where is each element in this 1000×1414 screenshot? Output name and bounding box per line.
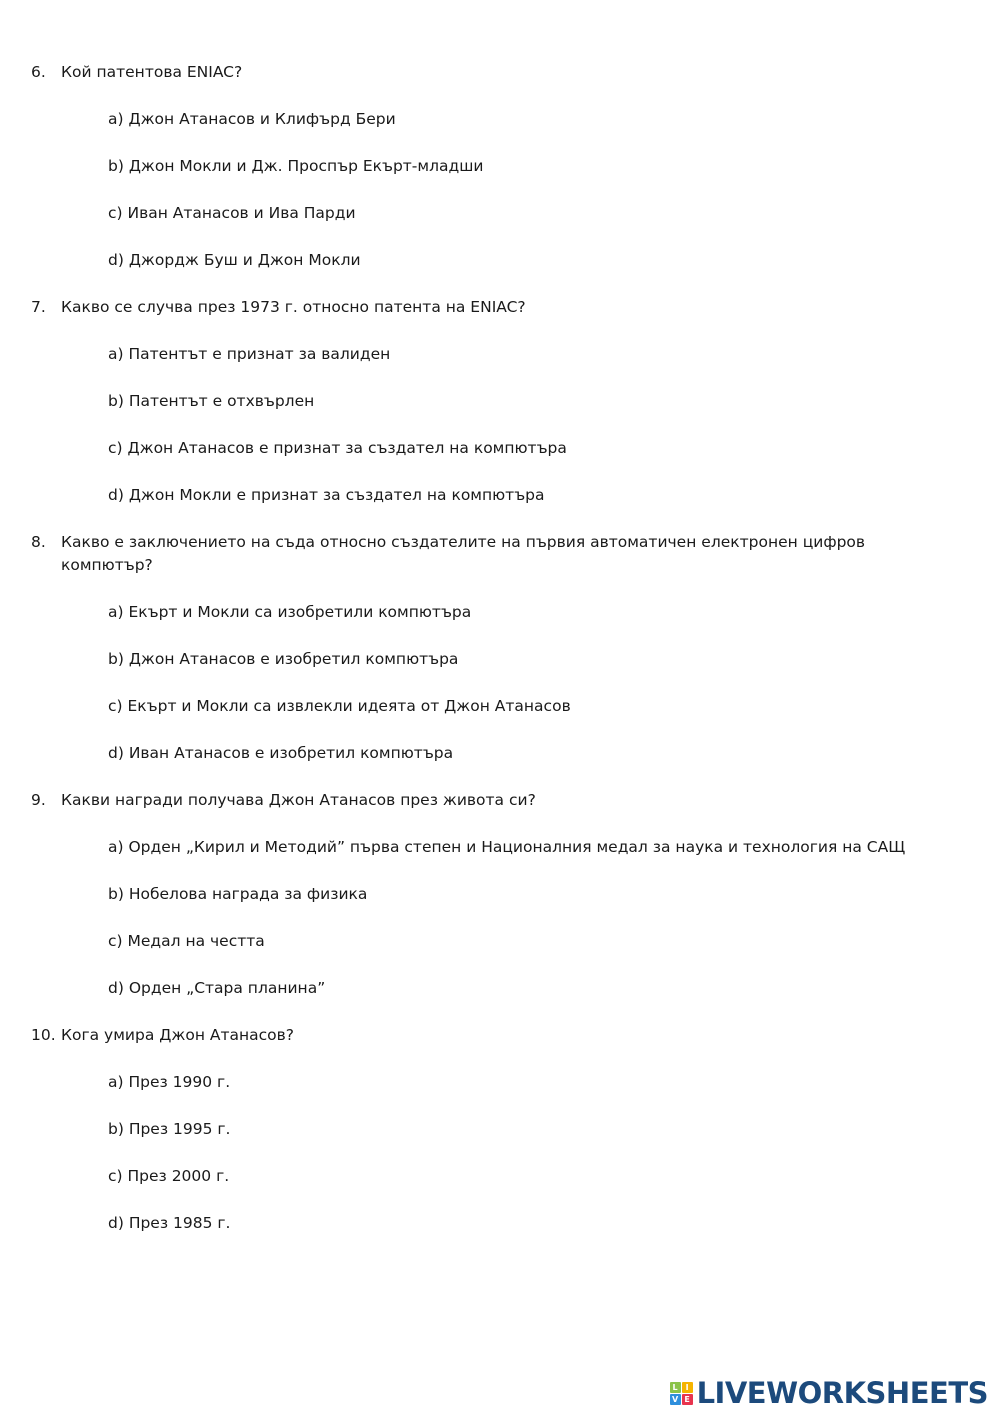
answer-option: c) Медал на честта [108, 932, 265, 950]
answer-option: d) Джордж Буш и Джон Мокли [108, 251, 361, 269]
answer-option: d) Иван Атанасов е изобретил компютъра [108, 744, 454, 762]
answer-option: c) Екърт и Мокли са извлекли идеята от Джон Атанасов [108, 697, 571, 715]
answer-option: b) През 1995 г. [108, 1120, 231, 1138]
question-number: 7. [31, 298, 46, 316]
answer-option: d) Орден „Стара планина” [108, 979, 326, 997]
answer-option: c) Иван Атанасов и Ива Парди [108, 204, 356, 222]
answer-option: a) През 1990 г. [108, 1073, 231, 1091]
answer-option: a) Джон Атанасов и Клифърд Бери [108, 110, 396, 128]
logo-tile: V [670, 1394, 681, 1405]
question-text: Какво се случва през 1973 г. относно патента на ENIAC? [61, 298, 526, 316]
answer-option: b) Нобелова награда за физика [108, 885, 368, 903]
question [0, 1024, 1000, 1071]
liveworksheets-logo [670, 1376, 988, 1410]
answer-option: a) Екърт и Мокли са изобретили компютъра [108, 603, 472, 621]
logo-text: LIVEWORKSHEETS [696, 1376, 988, 1410]
answer-option: c) Джон Атанасов е признат за създател на компютъра [108, 439, 567, 457]
question-text: Кой патентова ENIAC? [61, 63, 243, 81]
question [0, 789, 1000, 836]
question-number: 8. [31, 533, 46, 551]
answer-option: d) Джон Мокли е признат за създател на компютъра [108, 486, 545, 504]
question-text: Кога умира Джон Атанасов? [61, 1026, 295, 1044]
question [0, 61, 1000, 108]
answer-option: b) Джон Атанасов е изобретил компютъра [108, 650, 459, 668]
answer-option: a) Патентът е признат за валиден [108, 345, 391, 363]
question-number: 9. [31, 791, 46, 809]
question [0, 296, 1000, 343]
question-number: 6. [31, 63, 46, 81]
answer-option: b) Джон Мокли и Дж. Проспър Екърт-младши [108, 157, 484, 175]
answer-option: b) Патентът е отхвърлен [108, 392, 315, 410]
question [0, 531, 1000, 601]
question-number: 10. [31, 1026, 56, 1044]
logo-tile: L [670, 1382, 681, 1393]
answer-option: c) През 2000 г. [108, 1167, 230, 1185]
worksheet [0, 61, 1000, 1259]
question-text: Какво е заключението на съда относно създателите на първия автоматичен електронен цифров компютър? [61, 533, 866, 574]
answer-option: a) Орден „Кирил и Методий” първа степен и Националния медал за наука и технология на САЩ [108, 838, 906, 856]
logo-tile: I [682, 1382, 693, 1393]
question-text: Какви награди получава Джон Атанасов през живота си? [61, 791, 536, 809]
answer-option: d) През 1985 г. [108, 1214, 231, 1232]
logo-tile: E [682, 1394, 693, 1405]
logo-tiles-icon [670, 1382, 693, 1405]
